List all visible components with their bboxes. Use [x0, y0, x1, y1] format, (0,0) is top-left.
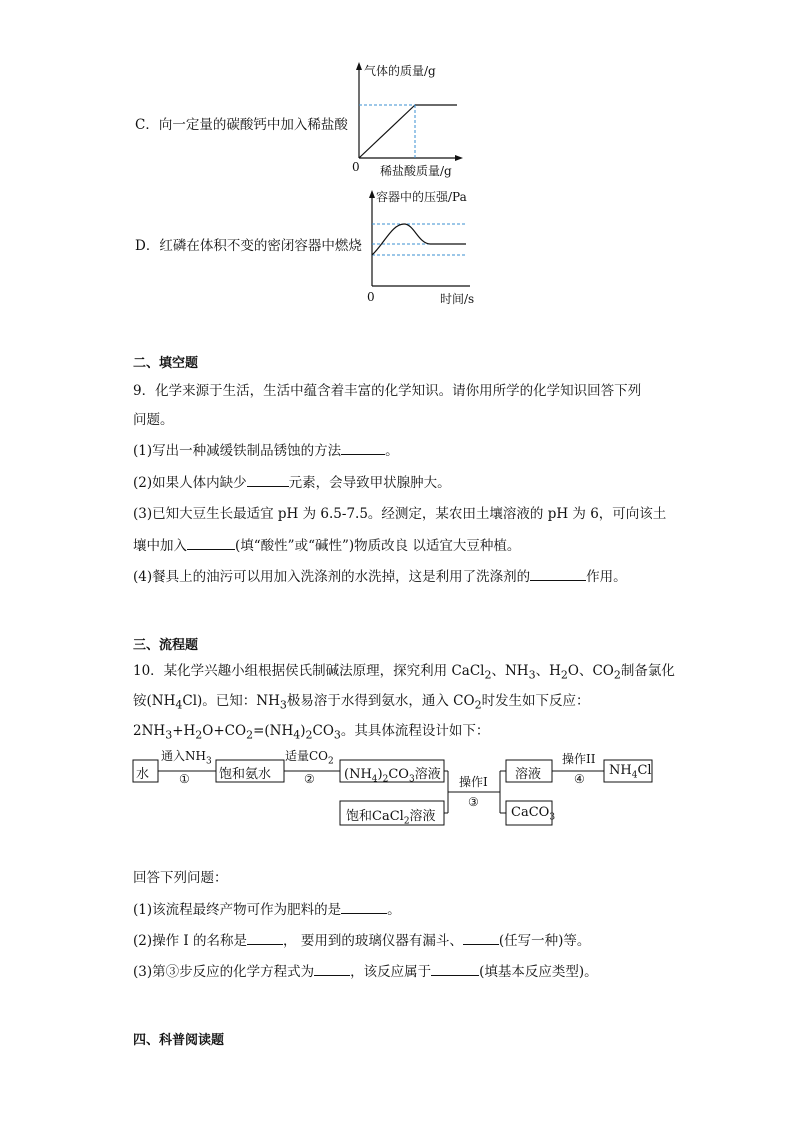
flow-nh4cl: [609, 763, 652, 781]
subscript: 2: [403, 816, 410, 827]
answer-blank[interactable]: [431, 961, 479, 976]
flow-step3: ③: [468, 795, 479, 809]
answer-blank[interactable]: [187, 535, 235, 550]
subscript: 2: [474, 698, 482, 712]
answer-blank[interactable]: [314, 961, 350, 976]
subscript: 2: [613, 668, 621, 682]
q9-part2: [133, 472, 451, 493]
q9-part4-text: (4)餐具上的油污可以用加入洗涤剂的水洗掉，这是利用了洗涤剂的: [133, 569, 531, 585]
q9-part3-line1: (3)已知大豆生长最适宜 pH 为 6.5-7.5。经测定，某农田土壤溶液的 pH 为 6，可向该土: [133, 506, 667, 522]
q10-intro: 回答下列问题：: [133, 870, 228, 886]
chart-d-ylabel: 容器中的压强/Pa: [376, 190, 467, 204]
q10-text: 极易溶于水得到氨水，通入 CO: [286, 693, 475, 709]
answer-blank[interactable]: [463, 930, 499, 945]
carbonate-text: 溶液: [414, 767, 441, 782]
q9-stem-line2: 问题。: [133, 412, 174, 428]
flow-arrow1-label: [161, 747, 212, 766]
subscript: 4: [631, 770, 638, 781]
answer-blank[interactable]: [247, 472, 289, 487]
q10-text: 时发生如下反应：: [481, 693, 590, 709]
eq-text: O+CO: [202, 723, 247, 739]
q10-text: 、NH: [491, 663, 529, 679]
section-heading-3: 三、流程题: [133, 638, 199, 653]
section-heading-4: 四、科普阅读题: [133, 1033, 225, 1048]
subscript: 2: [305, 728, 313, 742]
subscript: 2: [195, 728, 203, 742]
chart-d-xlabel: 时间/s: [440, 292, 475, 306]
option-c-label: C．向一定量的碳酸钙中加入稀盐酸: [135, 117, 348, 133]
subscript: 3: [408, 774, 415, 785]
eq-text: CO: [312, 723, 334, 739]
subscript: 2: [484, 668, 492, 682]
flow-cacl2: [346, 805, 436, 827]
chart-c-ylabel: 气体的质量/g: [364, 64, 436, 78]
flow-step4: ④: [574, 772, 585, 786]
answer-blank[interactable]: [530, 566, 586, 581]
subscript: 2: [246, 728, 254, 742]
q10-part3-mid2: ，该反应属于: [350, 964, 432, 980]
q9-part2-text: (2)如果人体内缺少: [133, 475, 247, 491]
q10-part2: [133, 930, 590, 951]
subscript: 3: [279, 698, 287, 712]
chart-d-origin: 0: [367, 290, 375, 304]
flow-step2: ②: [304, 772, 315, 786]
subscript: 4: [371, 774, 378, 785]
cacl2-text: 饱和CaCl: [346, 809, 404, 824]
q10-part2-text: (2)操作 I 的名称是: [133, 933, 248, 949]
q10-stem-line1: [133, 661, 675, 686]
q9-stem-line1: 9．化学来源于生活，生活中蕴含着丰富的化学知识。请你用所学的化学知识回答下列: [133, 383, 642, 399]
q9-part4-end: 作用。: [586, 569, 627, 585]
circled-number: ③: [165, 964, 180, 980]
subscript: 2: [382, 774, 389, 785]
q10-part1-end: 。: [387, 902, 401, 918]
flow-ammonia: 饱和氨水: [219, 767, 272, 782]
q10-part3-text: (3)第: [133, 964, 166, 980]
eq-text: 。其具体流程设计如下：: [340, 723, 490, 739]
q10-part2-mid: ， 要用到的玻璃仪器有漏斗、: [283, 933, 463, 949]
cacl2-text: 溶液: [409, 809, 436, 824]
q10-stem-line2: [133, 691, 590, 716]
flow-carbonate: [344, 763, 441, 785]
chart-c-origin: 0: [352, 160, 360, 174]
flow-caco3: [511, 805, 555, 823]
q10-part3: [133, 961, 598, 982]
q10-part3-mid: 步反应的化学方程式为: [179, 964, 315, 980]
answer-blank[interactable]: [341, 440, 385, 455]
subscript: 3: [165, 728, 173, 742]
subscript: 4: [293, 728, 301, 742]
subscript: 3: [549, 812, 556, 823]
eq-text: 2NH: [133, 723, 166, 739]
q10-text: Cl)。已知：NH: [182, 693, 280, 709]
q10-part1: [133, 899, 401, 920]
q10-part3-end: (填基本反应类型)。: [479, 964, 598, 980]
option-d-label: D．红磷在体积不变的密闭容器中燃烧: [135, 238, 362, 254]
q9-part3-line2: [133, 535, 520, 556]
carbonate-text: CO: [388, 767, 409, 782]
chart-c-xlabel: 稀盐酸质量/g: [380, 164, 452, 178]
q9-part3-end: (填“酸性”或“碱性”)物质改良 以适宜大豆种植。: [235, 538, 521, 554]
q10-text: O、CO: [567, 663, 614, 679]
flow-solution: 溶液: [515, 767, 542, 782]
q9-part3-text: 壤中加入: [133, 538, 187, 554]
q9-part1: [133, 440, 399, 461]
answer-blank[interactable]: [341, 899, 387, 914]
q9-part1-text: (1)写出一种减缓铁制品锈蚀的方法: [133, 443, 342, 459]
subscript: 2: [328, 756, 334, 767]
q10-text: 铵(NH: [133, 693, 176, 709]
nh4cl-text: Cl: [637, 763, 652, 778]
flow-step1: ①: [179, 772, 190, 786]
section-heading-2: 二、填空题: [133, 356, 199, 371]
carbonate-text: ): [377, 767, 383, 782]
carbonate-text: (NH: [344, 767, 372, 782]
q9-part2-end: 元素，会导致甲状腺肿大。: [288, 475, 451, 491]
arrow2-text: 适量CO: [285, 749, 329, 763]
eq-text: =(NH: [253, 723, 294, 739]
flow-operation1: 操作I: [459, 775, 488, 789]
q10-part2-end: (任写一种)等。: [498, 933, 591, 949]
q10-text: 、H: [535, 663, 561, 679]
q10-equation: [133, 721, 489, 746]
flow-water: 水: [136, 767, 150, 782]
subscript: 3: [528, 668, 536, 682]
answer-blank[interactable]: [247, 930, 283, 945]
flow-arrow2-label: [285, 747, 334, 766]
q10-text: 10．某化学兴趣小组根据侯氏制碱法原理，探究利用 CaCl: [133, 663, 485, 679]
q10-text: 制备氯化: [620, 663, 675, 679]
subscript: 4: [175, 698, 183, 712]
arrow1-text: 通入NH: [161, 749, 206, 763]
eq-text: +H: [172, 723, 196, 739]
subscript: 2: [560, 668, 568, 682]
subscript: 3: [205, 756, 212, 767]
q9-part4: [133, 566, 627, 587]
nh4cl-text: NH: [609, 763, 632, 778]
q10-part1-text: (1)该流程最终产物可作为肥料的是: [133, 902, 342, 918]
eq-text: ): [300, 723, 306, 739]
subscript: 3: [333, 728, 341, 742]
flow-operation2: 操作II: [562, 752, 596, 766]
q9-part1-end: 。: [385, 443, 399, 459]
caco3-text: CaCO: [511, 805, 550, 820]
